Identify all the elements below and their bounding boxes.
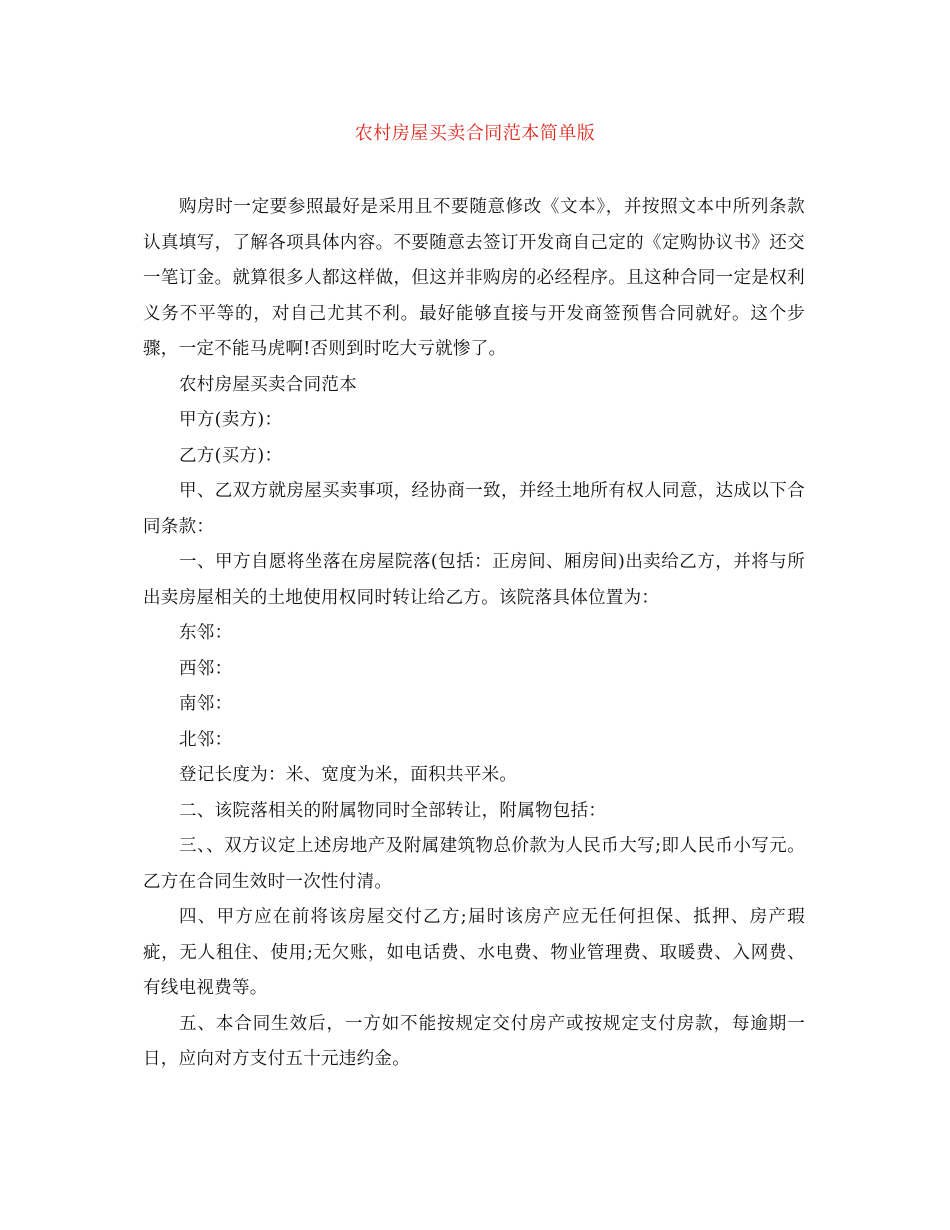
area-line: 登记长度为：米、宽度为米，面积共平米。 [179,765,518,785]
document-title: 农村房屋买卖合同范本简单版 [354,123,596,144]
document-body [143,190,805,1078]
clause-5: 五、本合同生效后，一方如不能按规定交付房产或按规定支付房款，每逾期一日，应向对方支付五十元违约金。 [143,1013,805,1069]
west-neighbor-line: 西邻： [179,658,233,679]
north-neighbor-line: 北邻： [179,729,233,750]
south-neighbor-line: 南邻： [179,694,233,714]
clause-1: 一、甲方自愿将坐落在房屋院落(包括：正房间、厢房间)出卖给乙方，并将与所出卖房屋相关的土地使用权同时转让给乙方。该院落具体位置为： [143,552,805,608]
contract-heading: 农村房屋买卖合同范本 [179,374,357,395]
clause-2: 二、该院落相关的附属物同时全部转让，附属物包括： [179,800,607,821]
party-b-line: 乙方(买方)： [179,445,283,466]
party-a-line: 甲方(卖方)： [179,410,283,430]
intro-paragraph: 购房时一定要参照最好是采用且不要随意修改《文本》，并按照文本中所列条款认真填写，了解各项具体内容。不要随意去签订开发商自己定的《定购协议书》还交一笔订金。就算很多人都这样做，但这并非购房的必经程序。且这种合同一定是权利义务不平等的，对自己尤其不利。最好能够直接与开发商签预售合同就好。这个步骤，一定不能马虎啊!否则到时吃大亏就惨了。 [143,197,805,359]
preamble-paragraph: 甲、乙双方就房屋买卖事项，经协商一致，并经土地所有权人同意，达成以下合同条款： [143,481,805,537]
clause-4: 四、甲方应在前将该房屋交付乙方;届时该房产应无任何担保、抵押、房产瑕疵，无人租住、使用;无欠账，如电话费、水电费、物业管理费、取暖费、入网费、有线电视费等。 [143,907,805,998]
clause-3: 三、、双方议定上述房地产及附属建筑物总价款为人民币大写;即人民币小写元。乙方在合同生效时一次性付清。 [143,836,805,892]
east-neighbor-line: 东邻： [179,623,233,643]
